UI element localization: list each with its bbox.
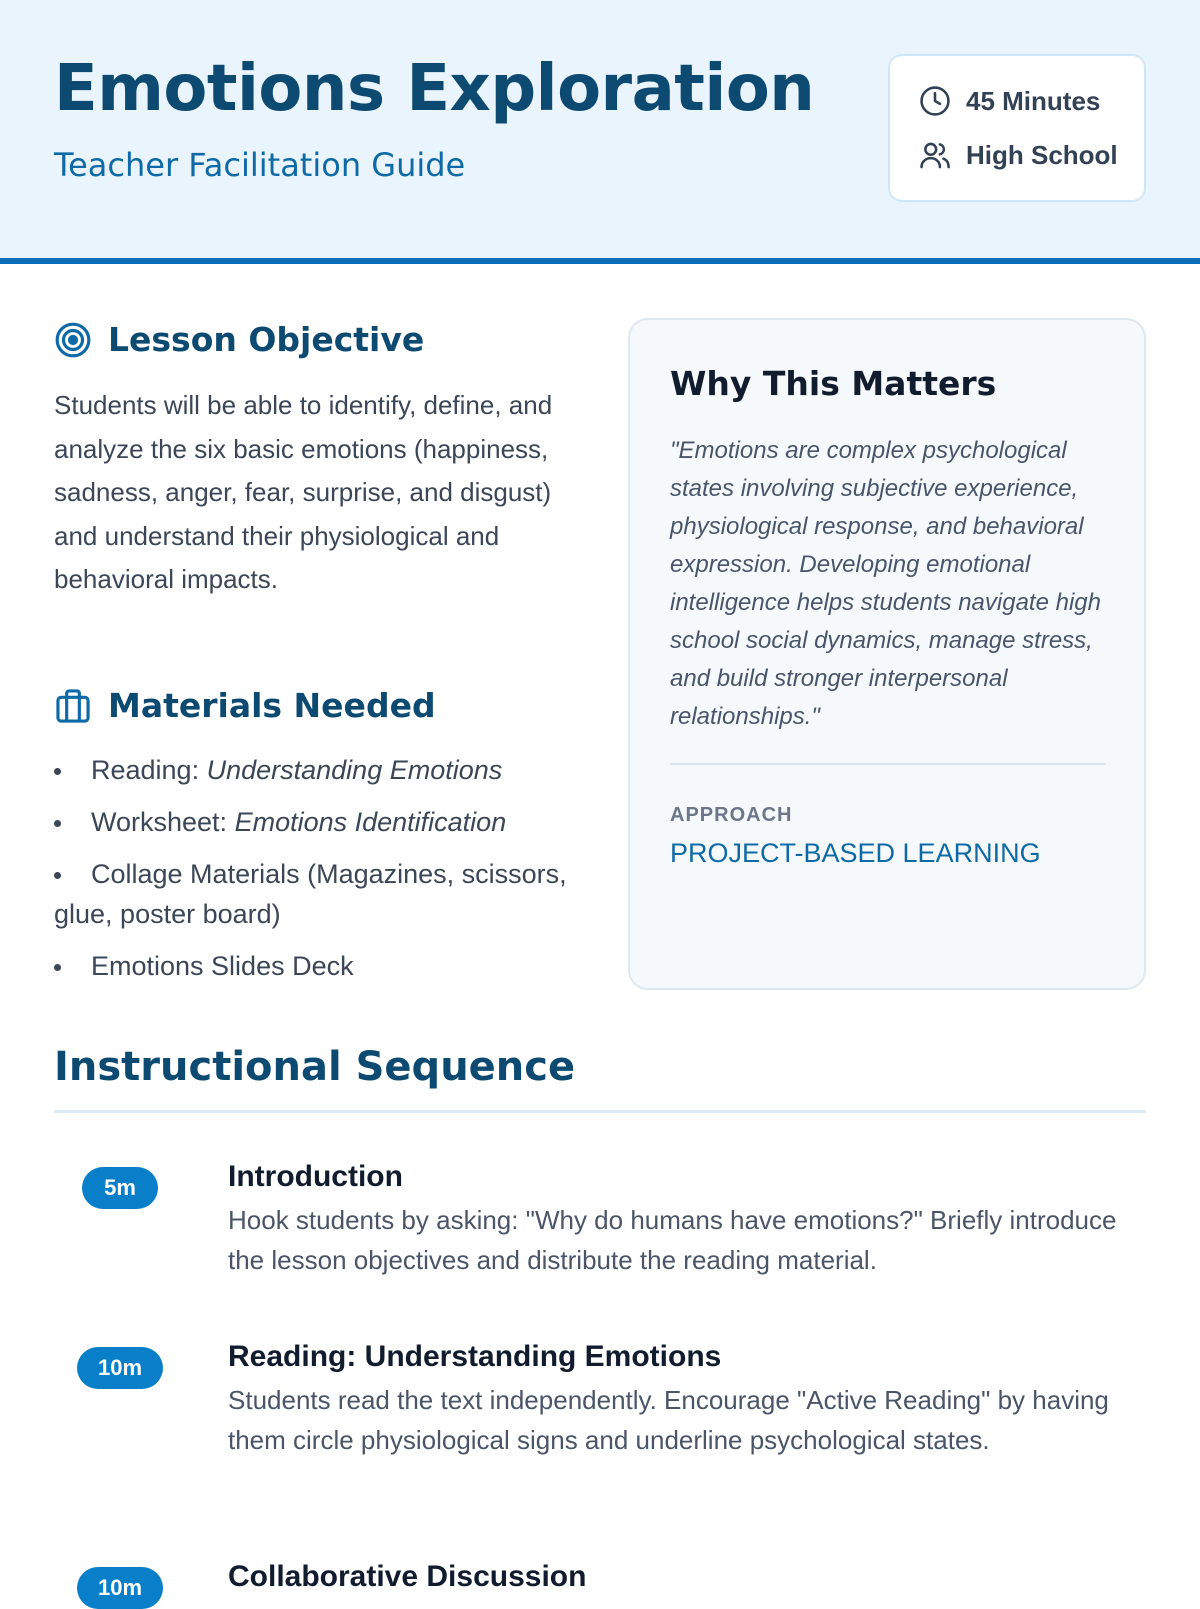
step-title: Reading: Understanding Emotions bbox=[228, 1340, 722, 1373]
materials-heading bbox=[54, 686, 436, 725]
why-quote: "Emotions are complex psychological states involving subjective experience, physiological response, and behavioral expression. Developing emotional intelligence helps students navigate high school social dynamics, manage stress, and build stronger interpersonal relationships." bbox=[670, 437, 1101, 730]
objective-heading-text: Lesson Objective bbox=[108, 320, 425, 359]
materials-heading-text: Materials Needed bbox=[108, 686, 436, 725]
list-item: Collage Materials (Magazines, scissors, glue, poster board) bbox=[54, 854, 594, 934]
time-badge: 5m bbox=[82, 1167, 158, 1209]
page-header bbox=[0, 0, 1200, 264]
divider bbox=[670, 763, 1106, 765]
users-icon bbox=[918, 138, 952, 172]
page-subtitle: Teacher Facilitation Guide bbox=[54, 146, 466, 184]
list-item: Emotions Slides Deck bbox=[54, 946, 594, 986]
objective-text: Students will be able to identify, define, and analyze the six basic emotions (happiness, sadness, anger, fear, surprise, and disgust) and understand their physiological and behavioral impacts. bbox=[54, 390, 553, 594]
lesson-meta-card bbox=[888, 54, 1146, 202]
list-item: Worksheet: Emotions Identification bbox=[54, 802, 594, 842]
why-this-matters-card bbox=[628, 318, 1146, 990]
divider bbox=[54, 1110, 1146, 1113]
why-heading: Why This Matters bbox=[670, 364, 997, 403]
level-row bbox=[918, 138, 1118, 172]
duration-row bbox=[918, 84, 1100, 118]
approach-value: PROJECT-BASED LEARNING bbox=[670, 838, 1041, 868]
step-title: Collaborative Discussion bbox=[228, 1560, 587, 1593]
clock-icon bbox=[918, 84, 952, 118]
step-description: Hook students by asking: "Why do humans have emotions?" Briefly introduce the lesson objectives and distribute the reading material. bbox=[228, 1205, 1117, 1275]
approach-label: APPROACH bbox=[670, 804, 793, 826]
time-badge: 10m bbox=[77, 1347, 163, 1389]
objective-heading bbox=[54, 320, 424, 359]
level-text: High School bbox=[966, 139, 1118, 170]
list-item: Reading: Understanding Emotions bbox=[54, 750, 594, 790]
page-title: Emotions Exploration bbox=[54, 52, 815, 126]
materials-list bbox=[54, 750, 594, 998]
time-badge: 10m bbox=[77, 1567, 163, 1609]
sequence-heading: Instructional Sequence bbox=[54, 1044, 576, 1090]
target-icon bbox=[54, 321, 92, 359]
step-title: Introduction bbox=[228, 1160, 403, 1193]
briefcase-icon bbox=[54, 687, 92, 725]
duration-text: 45 Minutes bbox=[966, 85, 1101, 116]
step-description: Students read the text independently. Encourage "Active Reading" by having them circle physiological signs and underline psychological states. bbox=[228, 1385, 1109, 1455]
